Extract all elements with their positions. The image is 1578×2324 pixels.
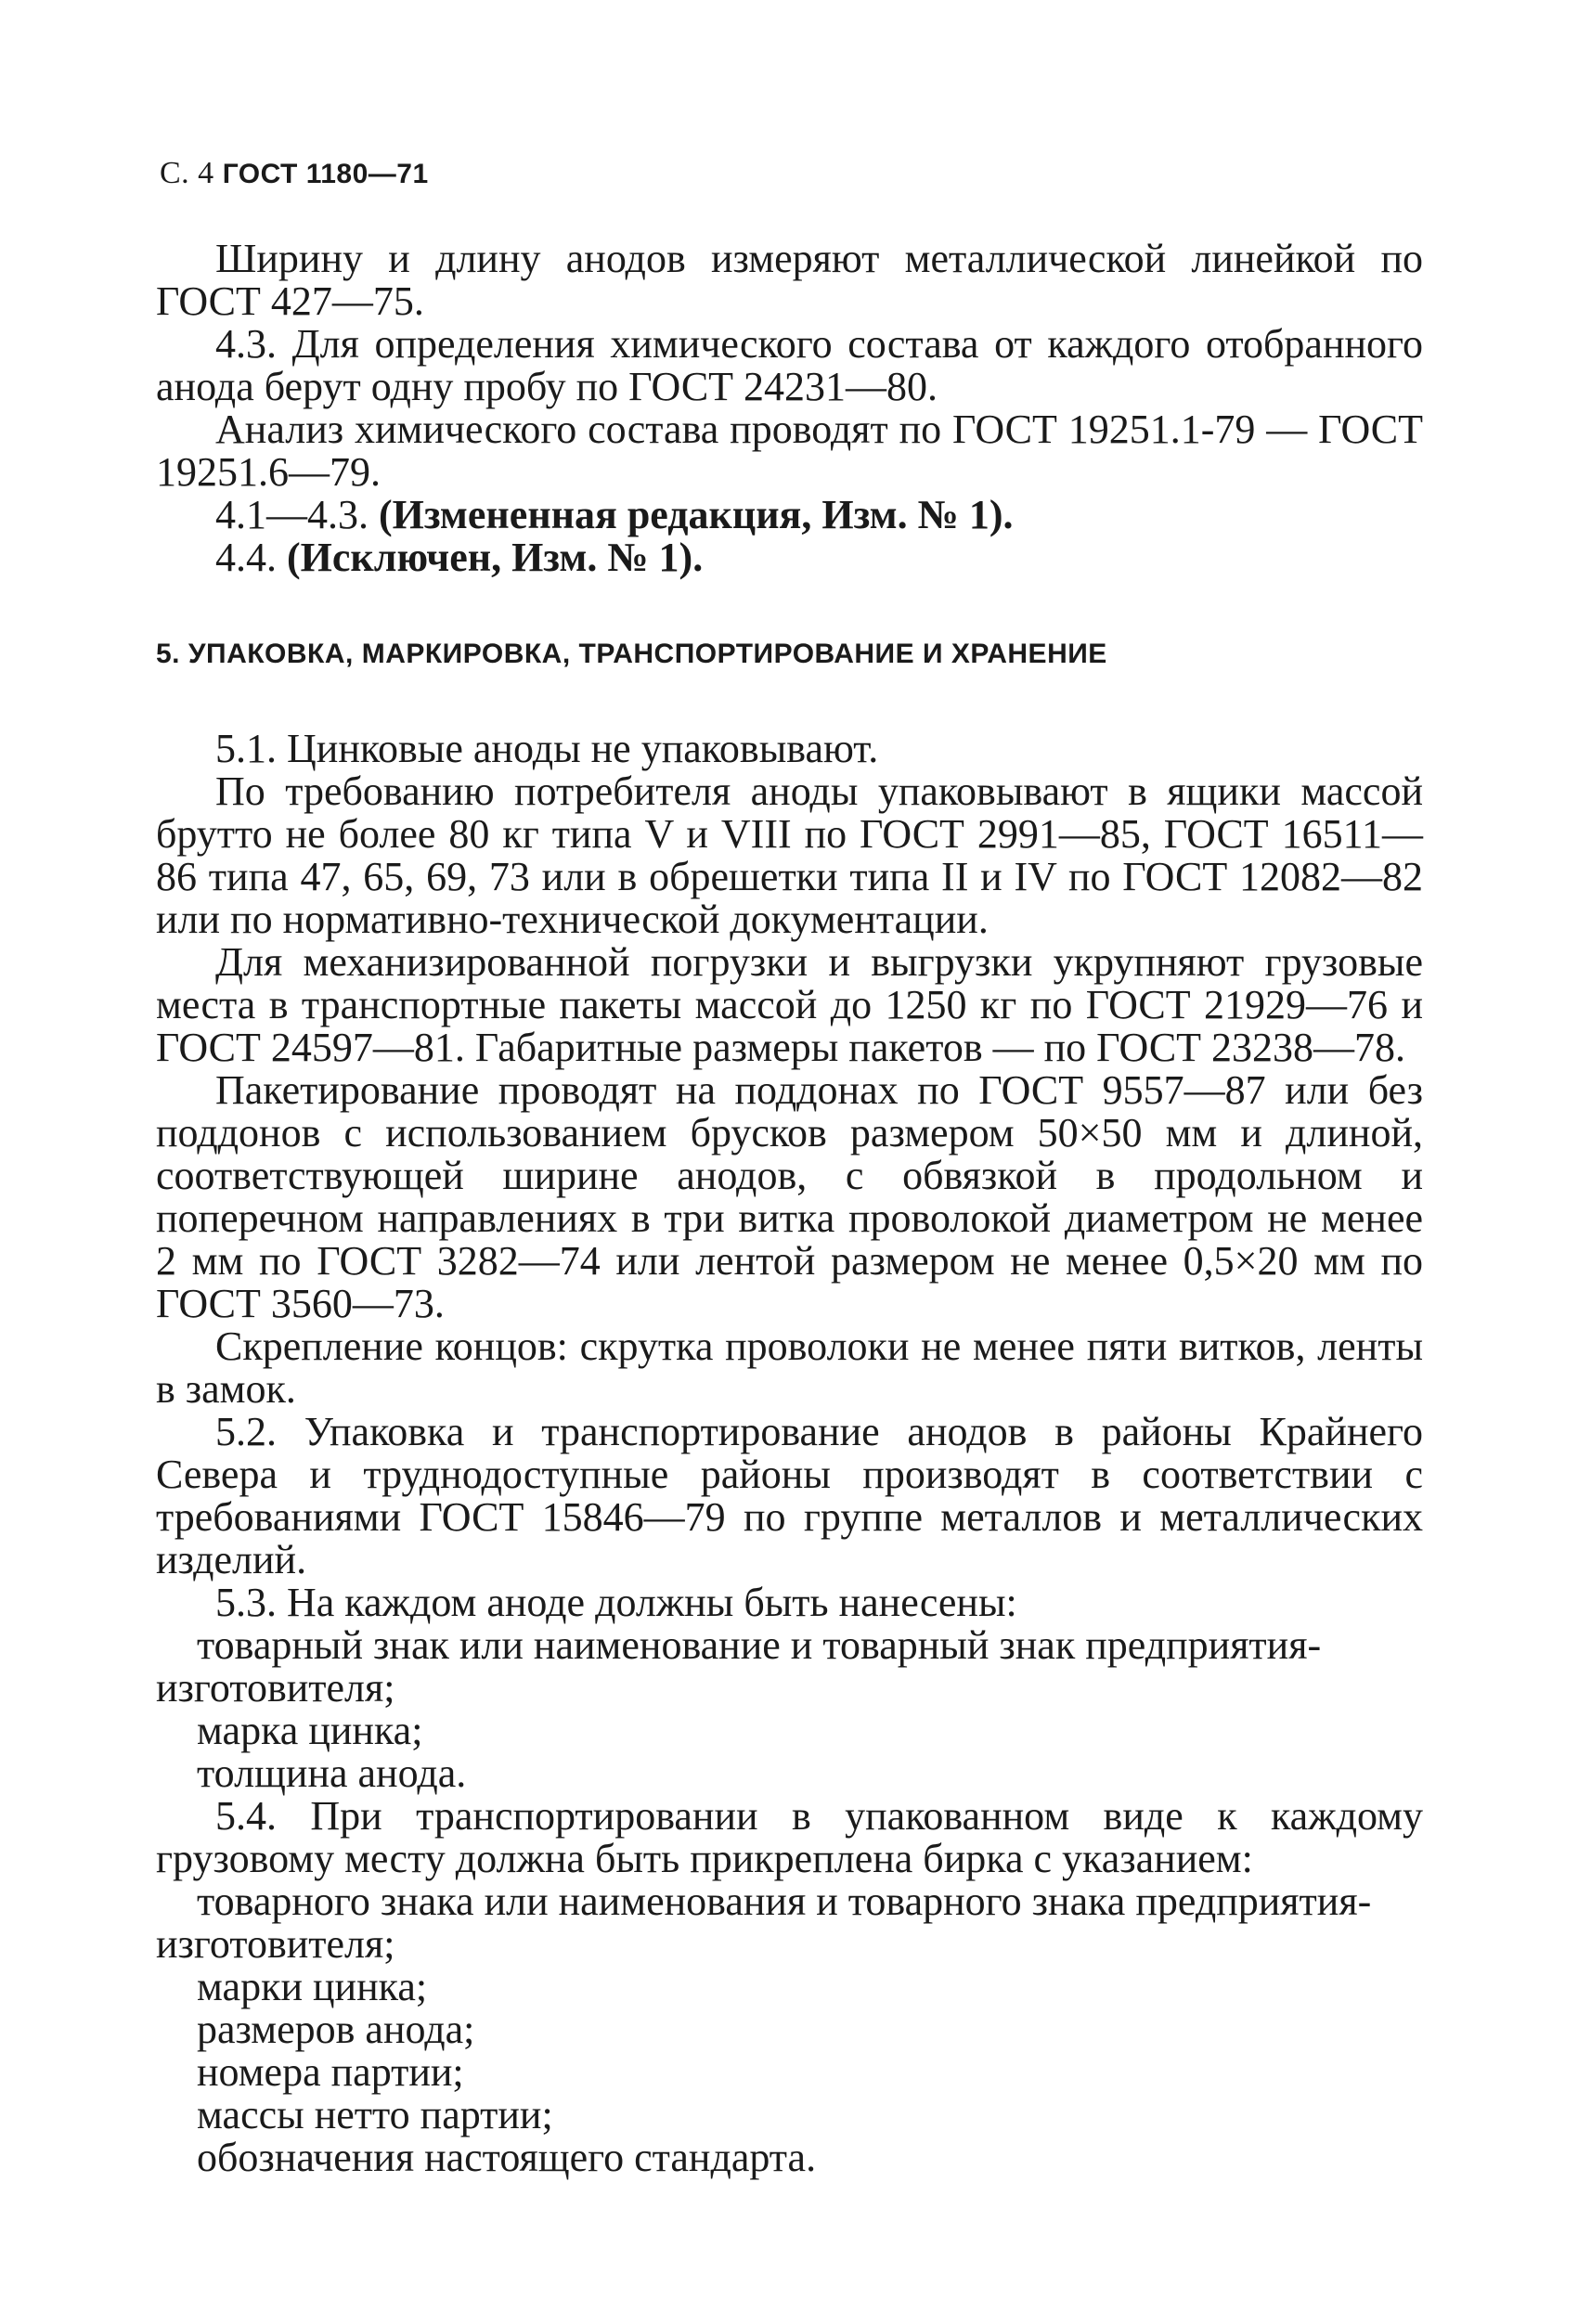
list-item: марка цинка; — [197, 1708, 423, 1753]
paragraph: 4.3. Для определения химического состава от каждого отобранного анода берут одну пробу по ГОСТ 24231—80. — [156, 321, 1423, 409]
list-item: товарный знак или наименование и товарный знак предприятия-изготовителя; — [156, 1622, 1322, 1711]
paragraph: 5.2. Упаковка и транспортирование анодов в районы Крайнего Севера и труднодоступные районы производят в соответствии с требованиями ГОСТ 15846—79 по группе металлов и металлических изделий. — [156, 1409, 1423, 1582]
paragraph: Скрепление концов: скрутка проволоки не менее пяти витков, ленты в замок. — [156, 1323, 1423, 1412]
list-item: массы нетто партии; — [197, 2092, 553, 2137]
list-item: марки цинка; — [197, 1964, 428, 2009]
paragraph: Для механизированной погрузки и выгрузки укрупняют грузовые места в транспортные пакеты массой до 1250 кг по ГОСТ 21929—76 и ГОСТ 24597—81. Габаритные размеры пакетов — по ГОСТ 23238—78. — [156, 939, 1423, 1070]
amendment-note — [156, 536, 1423, 579]
paragraph: Пакетирование проводят на поддонах по ГОСТ 9557—87 или без поддонов с использованием брусков размером 50×50 мм и длиной, соответствующей ширине анодов, с обвязкой в продольном и поперечном направлениях в три витка проволокой диаметром не менее 2 мм по ГОСТ 3282—74 или лентой размером не менее 0,5×20 мм по ГОСТ 3560—73. — [156, 1067, 1423, 1326]
paragraph: Ширину и длину анодов измеряют металлической линейкой по ГОСТ 427—75. — [156, 236, 1423, 324]
list-item: товарного знака или наименования и товарного знака предприятия-изготовителя; — [156, 1879, 1372, 1967]
paragraph: Анализ химического состава проводят по ГОСТ 19251.1-79 — ГОСТ 19251.6—79. — [156, 407, 1423, 495]
document-body — [156, 238, 1423, 2179]
amendment-text: (Исключен, Изм. № 1). — [287, 535, 704, 580]
standard-designation: ГОСТ 1180—71 — [222, 159, 429, 189]
page-number: С. 4 — [160, 156, 214, 190]
paragraph: 5.1. Цинковые аноды не упаковывают. — [215, 726, 879, 771]
amendment-note — [156, 494, 1423, 536]
paragraph: По требованию потребителя аноды упаковывают в ящики массой брутто не более 80 кг типа V и VIII по ГОСТ 2991—85, ГОСТ 16511—86 типа 47, 65, 69, 73 или в обрешетки типа II и IV по ГОСТ 12082—82 или по нормативно-технической документации. — [156, 768, 1423, 942]
amendment-ref: 4.1—4.3. — [215, 492, 369, 537]
amendment-text: (Измененная редакция, Изм. № 1). — [379, 492, 1014, 537]
amendment-ref: 4.4. — [215, 535, 277, 580]
list-item: размеров анода; — [197, 2007, 475, 2052]
paragraph: 5.4. При транспортировании в упакованном виде к каждому грузовому месту должна быть прикреплена бирка с указанием: — [156, 1793, 1423, 1881]
list-item: обозначения настоящего стандарта. — [197, 2135, 817, 2180]
list-item: толщина анода. — [197, 1750, 467, 1796]
page-header — [160, 156, 429, 191]
list-item: номера партии; — [197, 2049, 464, 2095]
paragraph: 5.3. На каждом аноде должны быть нанесены: — [215, 1580, 1017, 1625]
section-title: 5. УПАКОВКА, МАРКИРОВКА, ТРАНСПОРТИРОВАНИЕ И ХРАНЕНИЕ — [156, 639, 1107, 669]
